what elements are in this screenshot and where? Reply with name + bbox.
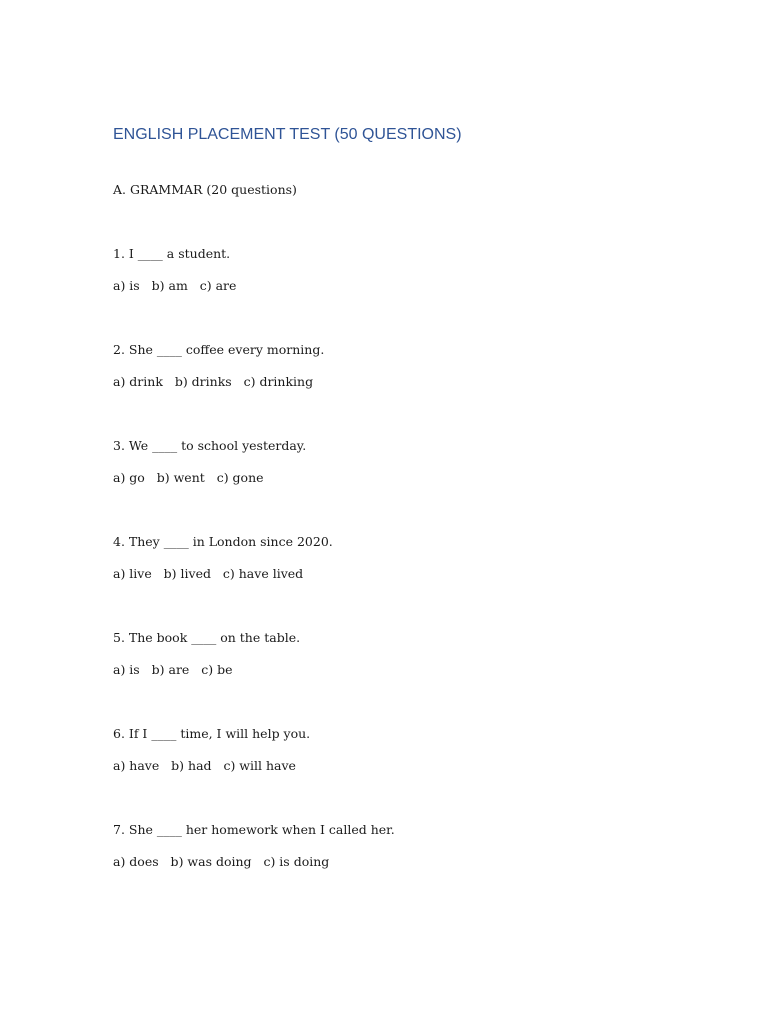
- question-2-prompt: 2. She ____ coffee every morning.: [113, 342, 325, 357]
- question-6-options: a) have b) had c) will have: [113, 758, 296, 773]
- question-5-prompt: 5. The book ____ on the table.: [113, 630, 301, 645]
- question-7-options: a) does b) was doing c) is doing: [113, 854, 330, 869]
- question-1-options: a) is b) am c) are: [113, 278, 237, 293]
- question-7-prompt: 7. She ____ her homework when I called her.: [113, 822, 395, 837]
- question-3-options: a) go b) went c) gone: [113, 470, 264, 485]
- question-1-prompt: 1. I ____ a student.: [113, 246, 231, 261]
- question-4-options: a) live b) lived c) have lived: [113, 566, 304, 581]
- page-title: ENGLISH PLACEMENT TEST (50 QUESTIONS): [113, 126, 462, 143]
- question-5-options: a) is b) are c) be: [113, 662, 233, 677]
- question-3-prompt: 3. We ____ to school yesterday.: [113, 438, 307, 453]
- section-heading: A. GRAMMAR (20 questions): [113, 182, 297, 197]
- question-6-prompt: 6. If I ____ time, I will help you.: [113, 726, 311, 741]
- question-4-prompt: 4. They ____ in London since 2020.: [113, 534, 333, 549]
- question-2-options: a) drink b) drinks c) drinking: [113, 374, 314, 389]
